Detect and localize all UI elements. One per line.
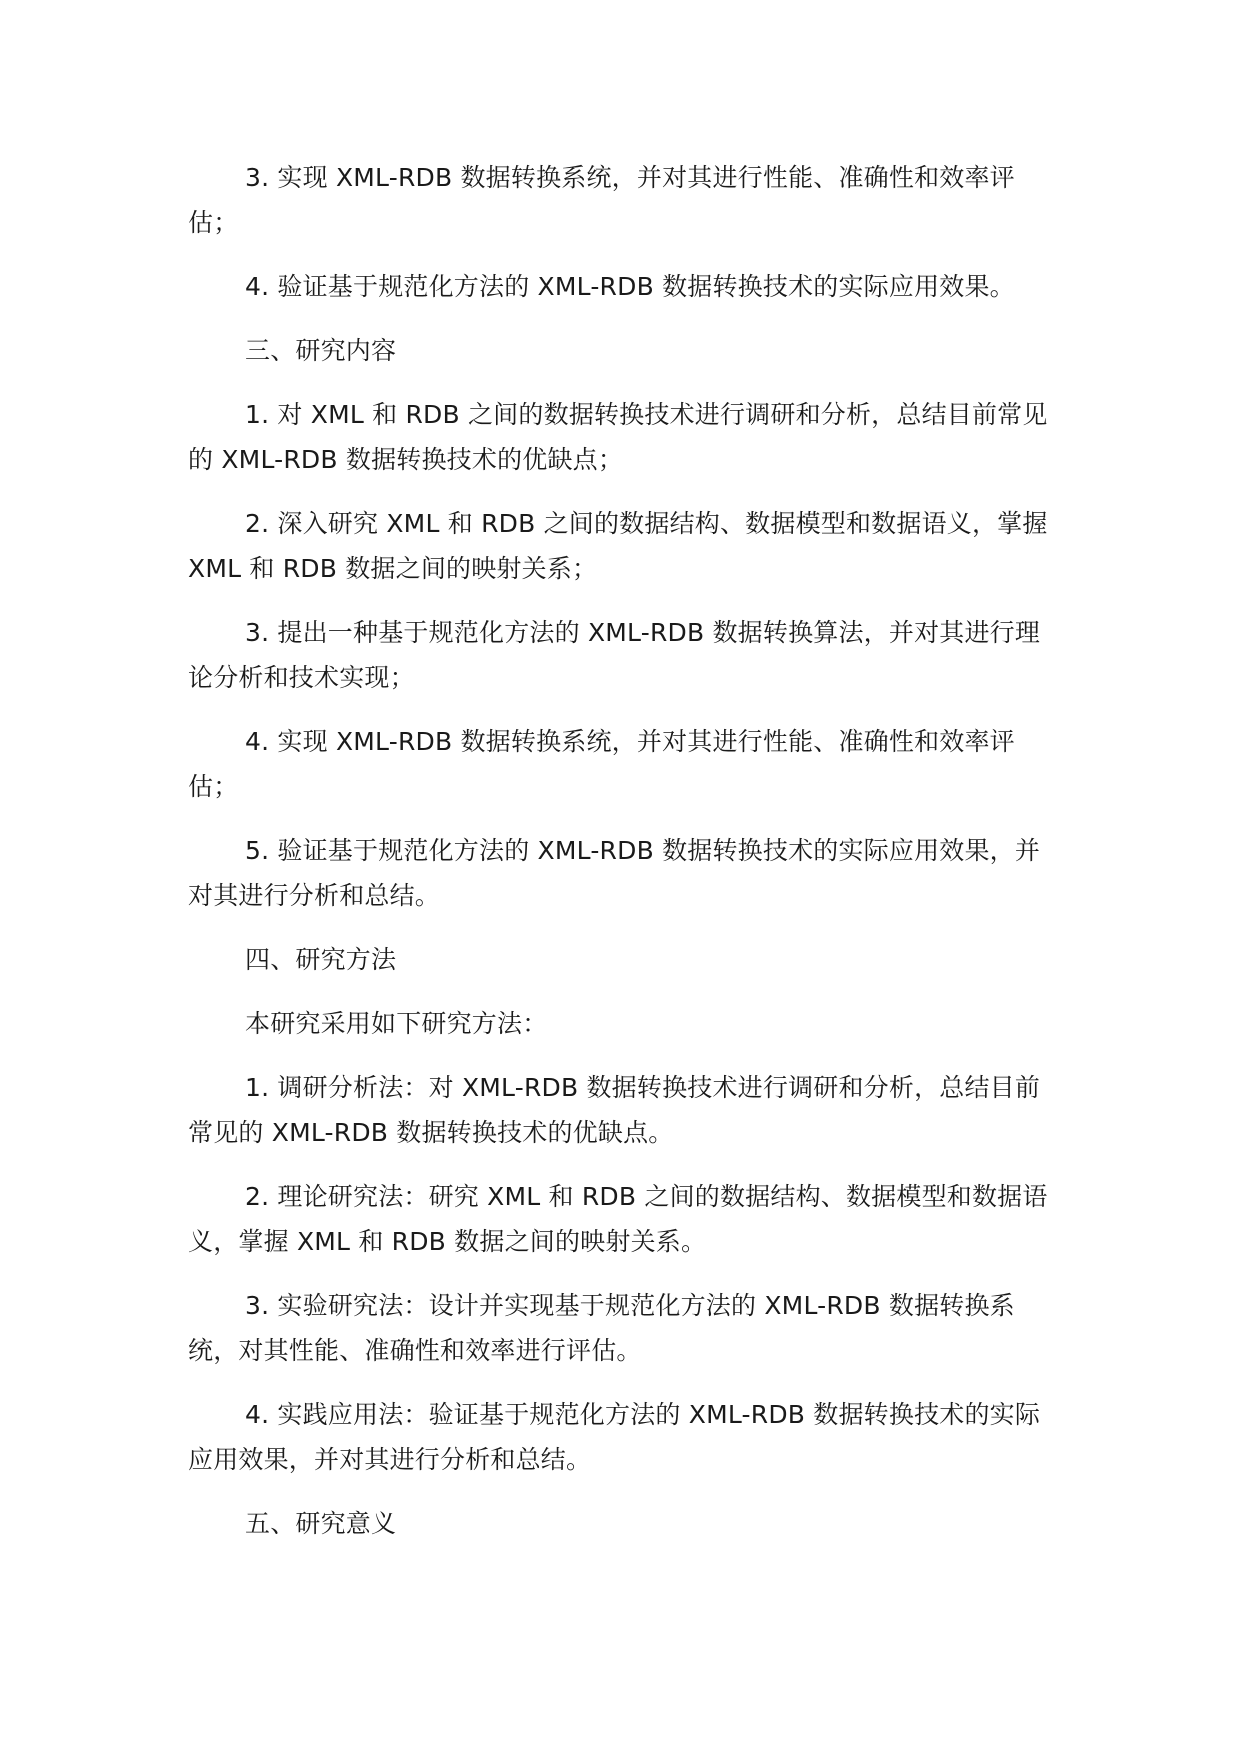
method-item-2: 2. 理论研究法：研究 XML 和 RDB 之间的数据结构、数据模型和数据语义，掌握 XML 和 RDB 数据之间的映射关系。 bbox=[188, 1182, 1048, 1256]
section-heading-research-content: 三、研究内容 bbox=[245, 336, 397, 365]
objective-item-4: 4. 验证基于规范化方法的 XML-RDB 数据转换技术的实际应用效果。 bbox=[245, 272, 1015, 301]
content-item-2: 2. 深入研究 XML 和 RDB 之间的数据结构、数据模型和数据语义，掌握 XML 和 RDB 数据之间的映射关系； bbox=[188, 509, 1048, 583]
content-item-5: 5. 验证基于规范化方法的 XML-RDB 数据转换技术的实际应用效果，并对其进行分析和总结。 bbox=[188, 836, 1041, 910]
method-item-1: 1. 调研分析法：对 XML-RDB 数据转换技术进行调研和分析，总结目前常见的 XML-RDB 数据转换技术的优缺点。 bbox=[188, 1073, 1041, 1147]
section-heading-research-significance: 五、研究意义 bbox=[245, 1509, 397, 1538]
content-item-1: 1. 对 XML 和 RDB 之间的数据转换技术进行调研和分析，总结目前常见的 XML-RDB 数据转换技术的优缺点； bbox=[188, 400, 1048, 474]
content-item-3: 3. 提出一种基于规范化方法的 XML-RDB 数据转换算法，并对其进行理论分析和技术实现； bbox=[188, 618, 1041, 692]
content-item-4: 4. 实现 XML-RDB 数据转换系统，并对其进行性能、准确性和效率评估； bbox=[188, 727, 1015, 801]
document-body bbox=[188, 155, 1058, 1565]
method-item-3: 3. 实验研究法：设计并实现基于规范化方法的 XML-RDB 数据转换系统，对其性能、准确性和效率进行评估。 bbox=[188, 1291, 1015, 1365]
method-item-4: 4. 实践应用法：验证基于规范化方法的 XML-RDB 数据转换技术的实际应用效果，并对其进行分析和总结。 bbox=[188, 1400, 1041, 1474]
section-heading-research-methods: 四、研究方法 bbox=[245, 945, 397, 974]
objective-item-3: 3. 实现 XML-RDB 数据转换系统，并对其进行性能、准确性和效率评估； bbox=[188, 163, 1015, 237]
methods-intro: 本研究采用如下研究方法： bbox=[245, 1009, 548, 1038]
